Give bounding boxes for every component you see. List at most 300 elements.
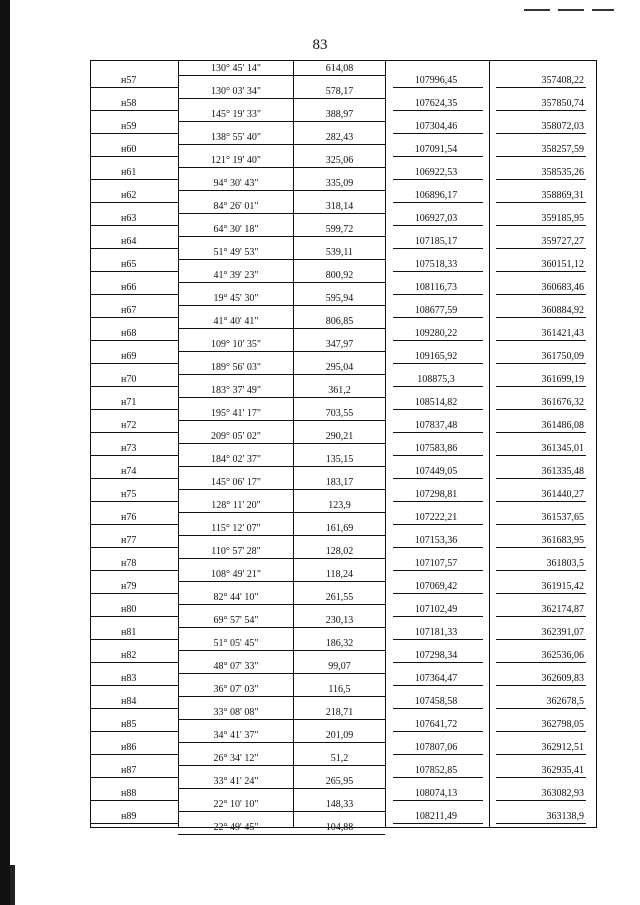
direction-angle: 108° 49' 21" (211, 569, 261, 580)
row-rule (91, 179, 178, 180)
row-rule (393, 478, 483, 479)
coord-y: 358869,31 (541, 189, 584, 201)
row-rule (393, 432, 483, 433)
row-rule (91, 363, 178, 364)
row-rule (178, 144, 385, 145)
row-rule (91, 478, 178, 479)
point-id: н68 (121, 327, 137, 339)
direction-angle: 130° 45' 14" (211, 63, 261, 74)
direction-angle: 33° 41' 24" (213, 776, 259, 787)
coord-x: 107107,57 (414, 557, 458, 569)
direction-angle: 130° 03' 34" (211, 86, 261, 97)
direction-angle: 121° 19' 40" (211, 155, 261, 166)
segment-length: 218,71 (325, 707, 354, 718)
direction-angle: 34° 41' 37" (213, 730, 259, 741)
segment-length: 135,15 (325, 454, 354, 465)
row-rule (91, 225, 178, 226)
coord-y: 361440,27 (541, 488, 584, 500)
row-rule (178, 765, 385, 766)
row-rule (178, 75, 385, 76)
point-id: н77 (121, 534, 137, 546)
point-id: н80 (121, 603, 137, 615)
row-rule (178, 834, 385, 835)
segment-length: 116,5 (328, 684, 351, 695)
segment-length: 118,24 (325, 569, 354, 580)
page-number: 83 (312, 37, 328, 53)
row-rule (178, 236, 385, 237)
segment-length: 806,85 (325, 316, 354, 327)
coord-x: 106896,17 (414, 189, 458, 201)
point-id: н59 (121, 120, 137, 132)
coord-y: 362678,5 (546, 695, 584, 707)
row-rule (91, 639, 178, 640)
row-rule (178, 328, 385, 329)
row-rule (178, 788, 385, 789)
coord-y: 362609,83 (541, 672, 584, 684)
point-id: н71 (121, 396, 137, 408)
row-rule (496, 363, 586, 364)
coord-x: 109280,22 (414, 327, 458, 339)
row-rule (178, 811, 385, 812)
row-rule (393, 317, 483, 318)
coord-y: 362798,05 (541, 718, 584, 730)
coord-y: 361335,48 (541, 465, 584, 477)
row-rule (496, 823, 586, 824)
segment-length: 295,04 (325, 362, 354, 373)
row-rule (178, 397, 385, 398)
coord-x: 108875,3 (417, 373, 455, 385)
row-rule (178, 558, 385, 559)
coord-y: 361683,95 (541, 534, 584, 546)
direction-angle: 69° 57' 54" (213, 615, 259, 626)
row-rule (496, 478, 586, 479)
coord-x: 107298,81 (414, 488, 458, 500)
coord-x: 108677,59 (414, 304, 458, 316)
direction-angle: 26° 34' 12" (213, 753, 259, 764)
coord-y: 357850,74 (541, 97, 584, 109)
row-rule (393, 777, 483, 778)
direction-angle: 145° 06' 17" (211, 477, 261, 488)
coord-x: 107624,35 (414, 97, 458, 109)
point-id: н64 (121, 235, 137, 247)
row-rule (91, 202, 178, 203)
segment-length: 282,43 (325, 132, 354, 143)
coord-y: 362912,51 (541, 741, 584, 753)
coord-x: 108116,73 (414, 281, 458, 293)
segment-length: 161,69 (325, 523, 354, 534)
segment-length: 148,33 (325, 799, 354, 810)
segment-length: 261,55 (325, 592, 354, 603)
direction-angle: 109° 10' 35" (211, 339, 261, 350)
column-divider-4 (489, 61, 490, 827)
segment-length: 361,2 (328, 385, 351, 396)
row-rule (178, 650, 385, 651)
coord-y: 362935,41 (541, 764, 584, 776)
row-rule (91, 823, 178, 824)
coord-y: 358535,26 (541, 166, 584, 178)
point-id: н60 (121, 143, 137, 155)
row-rule (91, 340, 178, 341)
row-rule (496, 708, 586, 709)
row-rule (393, 110, 483, 111)
row-rule (91, 432, 178, 433)
direction-angle: 84° 26' 01" (213, 201, 259, 212)
segment-length: 230,13 (325, 615, 354, 626)
row-rule (496, 616, 586, 617)
segment-length: 800,92 (325, 270, 354, 281)
coord-y: 361676,32 (541, 396, 584, 408)
coord-x: 106922,53 (414, 166, 458, 178)
top-right-dash-marks (524, 9, 614, 11)
point-id: н62 (121, 189, 137, 201)
row-rule (496, 317, 586, 318)
row-rule (178, 351, 385, 352)
row-rule (178, 466, 385, 467)
point-id: н66 (121, 281, 137, 293)
segment-length: 99,07 (328, 661, 351, 672)
direction-angle: 64° 30' 18" (213, 224, 259, 235)
coord-x: 107304,46 (414, 120, 458, 132)
point-id: н88 (121, 787, 137, 799)
point-id: н84 (121, 695, 137, 707)
coord-y: 363082,93 (541, 787, 584, 799)
coord-x: 107583,86 (414, 442, 458, 454)
coord-y: 361699,19 (541, 373, 584, 385)
row-rule (178, 512, 385, 513)
row-rule (496, 593, 586, 594)
coord-x: 108074,13 (414, 787, 458, 799)
direction-angle: 41° 40' 41" (213, 316, 259, 327)
row-rule (496, 409, 586, 410)
point-id: н81 (121, 626, 137, 638)
direction-angle: 195° 41' 17" (211, 408, 261, 419)
row-rule (178, 121, 385, 122)
direction-angle: 184° 02' 37" (211, 454, 261, 465)
point-id: н79 (121, 580, 137, 592)
point-id: н61 (121, 166, 137, 178)
row-rule (393, 340, 483, 341)
row-rule (496, 432, 586, 433)
coord-y: 357408,22 (541, 74, 584, 86)
point-id: н69 (121, 350, 137, 362)
row-rule (496, 294, 586, 295)
row-rule (178, 627, 385, 628)
row-rule (91, 317, 178, 318)
coord-x: 107807,06 (414, 741, 458, 753)
coord-y: 359185,95 (541, 212, 584, 224)
row-rule (91, 708, 178, 709)
coord-y: 362536,06 (541, 649, 584, 661)
row-rule (393, 731, 483, 732)
coord-x: 106927,03 (414, 212, 458, 224)
direction-angle: 82° 44' 10" (213, 592, 259, 603)
coord-y: 363138,9 (546, 810, 584, 822)
coord-y: 359727,27 (541, 235, 584, 247)
coord-x: 107996,45 (414, 74, 458, 86)
direction-angle: 19° 45' 30" (213, 293, 259, 304)
row-rule (393, 639, 483, 640)
point-id: н72 (121, 419, 137, 431)
row-rule (91, 271, 178, 272)
coord-y: 362391,07 (541, 626, 584, 638)
row-rule (91, 455, 178, 456)
row-rule (496, 455, 586, 456)
row-rule (178, 696, 385, 697)
coord-y: 358072,03 (541, 120, 584, 132)
segment-length: 595,94 (325, 293, 354, 304)
point-id: н67 (121, 304, 137, 316)
point-id: н82 (121, 649, 137, 661)
column-divider-3 (385, 61, 386, 827)
row-rule (496, 110, 586, 111)
row-rule (393, 662, 483, 663)
direction-angle: 209° 05' 02" (211, 431, 261, 442)
coord-y: 361486,08 (541, 419, 584, 431)
point-id: н70 (121, 373, 137, 385)
segment-length: 318,14 (325, 201, 354, 212)
row-rule (393, 524, 483, 525)
row-rule (393, 570, 483, 571)
row-rule (91, 570, 178, 571)
row-rule (496, 524, 586, 525)
row-rule (178, 604, 385, 605)
direction-angle: 138° 55' 40" (211, 132, 261, 143)
row-rule (496, 133, 586, 134)
coord-y: 358257,59 (541, 143, 584, 155)
segment-length: 290,21 (325, 431, 354, 442)
direction-angle: 22° 49' 45" (213, 822, 259, 833)
row-rule (91, 156, 178, 157)
row-rule (91, 547, 178, 548)
row-rule (393, 823, 483, 824)
coord-y: 361750,09 (541, 350, 584, 362)
row-rule (496, 340, 586, 341)
row-rule (91, 800, 178, 801)
left-binding-foot (10, 865, 15, 905)
point-id: н76 (121, 511, 137, 523)
coord-y: 360683,46 (541, 281, 584, 293)
row-rule (393, 501, 483, 502)
segment-length: 578,17 (325, 86, 354, 97)
row-rule (393, 294, 483, 295)
row-rule (91, 386, 178, 387)
row-rule (91, 593, 178, 594)
segment-length: 703,55 (325, 408, 354, 419)
coord-y: 360151,12 (541, 258, 584, 270)
segment-length: 201,09 (325, 730, 354, 741)
row-rule (496, 386, 586, 387)
coord-y: 361345,01 (541, 442, 584, 454)
coord-y: 361915,42 (541, 580, 584, 592)
direction-angle: 183° 37' 49" (211, 385, 261, 396)
coord-x: 107102,49 (414, 603, 458, 615)
left-binding-edge (0, 0, 10, 905)
coordinates-table (90, 60, 597, 833)
row-rule (496, 639, 586, 640)
coord-y: 361803,5 (546, 557, 584, 569)
row-rule (496, 202, 586, 203)
point-id: н85 (121, 718, 137, 730)
point-id: н83 (121, 672, 137, 684)
row-rule (91, 110, 178, 111)
row-rule (393, 202, 483, 203)
row-rule (91, 248, 178, 249)
row-rule (178, 190, 385, 191)
segment-length: 599,72 (325, 224, 354, 235)
segment-length: 51,2 (330, 753, 349, 764)
coord-x: 107185,17 (414, 235, 458, 247)
row-rule (496, 501, 586, 502)
row-rule (393, 409, 483, 410)
segment-length: 388,97 (325, 109, 354, 120)
row-rule (496, 731, 586, 732)
coord-x: 107518,33 (414, 258, 458, 270)
row-rule (393, 87, 483, 88)
point-id: н73 (121, 442, 137, 454)
point-id: н74 (121, 465, 137, 477)
coord-x: 107222,21 (414, 511, 458, 523)
segment-length: 335,09 (325, 178, 354, 189)
direction-angle: 94° 30' 43" (213, 178, 259, 189)
coord-x: 107069,42 (414, 580, 458, 592)
point-id: н87 (121, 764, 137, 776)
row-rule (496, 248, 586, 249)
row-rule (496, 777, 586, 778)
row-rule (178, 581, 385, 582)
row-rule (393, 455, 483, 456)
direction-angle: 33° 08' 08" (213, 707, 259, 718)
coord-x: 107364,47 (414, 672, 458, 684)
coord-x: 107837,48 (414, 419, 458, 431)
row-rule (393, 248, 483, 249)
segment-length: 123,9 (328, 500, 351, 511)
point-id: н57 (121, 74, 137, 86)
row-rule (178, 259, 385, 260)
row-rule (496, 662, 586, 663)
row-rule (393, 593, 483, 594)
row-rule (178, 673, 385, 674)
direction-angle: 48° 07' 33" (213, 661, 259, 672)
direction-angle: 145° 19' 33" (211, 109, 261, 120)
row-rule (178, 305, 385, 306)
segment-length: 186,32 (325, 638, 354, 649)
row-rule (393, 133, 483, 134)
coord-y: 361421,43 (541, 327, 584, 339)
row-rule (393, 708, 483, 709)
row-rule (91, 685, 178, 686)
row-rule (496, 685, 586, 686)
row-rule (496, 225, 586, 226)
coord-x: 108211,49 (414, 810, 458, 822)
coord-x: 107091,54 (414, 143, 458, 155)
point-id: н89 (121, 810, 137, 822)
row-rule (91, 616, 178, 617)
coord-x: 107298,34 (414, 649, 458, 661)
coord-x: 107153,36 (414, 534, 458, 546)
row-rule (393, 271, 483, 272)
row-rule (91, 731, 178, 732)
direction-angle: 36° 07' 03" (213, 684, 259, 695)
coord-x: 107852,85 (414, 764, 458, 776)
row-rule (178, 374, 385, 375)
row-rule (178, 282, 385, 283)
segment-length: 183,17 (325, 477, 354, 488)
row-rule (91, 777, 178, 778)
row-rule (178, 489, 385, 490)
coord-x: 108514,82 (414, 396, 458, 408)
row-rule (91, 294, 178, 295)
row-rule (393, 386, 483, 387)
row-rule (393, 800, 483, 801)
coord-x: 107458,58 (414, 695, 458, 707)
row-rule (496, 547, 586, 548)
row-rule (393, 547, 483, 548)
direction-angle: 128° 11' 20" (211, 500, 261, 511)
point-id: н63 (121, 212, 137, 224)
row-rule (496, 800, 586, 801)
direction-angle: 51° 49' 53" (213, 247, 259, 258)
row-rule (496, 87, 586, 88)
point-id: н65 (121, 258, 137, 270)
segment-length: 347,97 (325, 339, 354, 350)
row-rule (393, 363, 483, 364)
row-rule (91, 133, 178, 134)
row-rule (178, 535, 385, 536)
row-rule (178, 98, 385, 99)
row-rule (178, 213, 385, 214)
coord-x: 107181,33 (414, 626, 458, 638)
row-rule (91, 501, 178, 502)
coord-y: 360884,92 (541, 304, 584, 316)
direction-angle: 115° 12' 07" (211, 523, 261, 534)
row-rule (393, 754, 483, 755)
direction-angle: 22° 10' 10" (213, 799, 259, 810)
row-rule (393, 225, 483, 226)
row-rule (496, 156, 586, 157)
coord-y: 362174,87 (541, 603, 584, 615)
row-rule (91, 754, 178, 755)
direction-angle: 51° 05' 45" (213, 638, 259, 649)
coord-x: 107641,72 (414, 718, 458, 730)
direction-angle: 189° 56' 03" (211, 362, 261, 373)
coord-x: 109165,92 (414, 350, 458, 362)
point-id: н75 (121, 488, 137, 500)
row-rule (496, 271, 586, 272)
row-rule (178, 443, 385, 444)
row-rule (496, 179, 586, 180)
segment-length: 539,11 (325, 247, 354, 258)
coord-x: 107449,05 (414, 465, 458, 477)
segment-length: 265,95 (325, 776, 354, 787)
row-rule (393, 156, 483, 157)
point-id: н58 (121, 97, 137, 109)
row-rule (91, 409, 178, 410)
row-rule (91, 662, 178, 663)
segment-length: 128,02 (325, 546, 354, 557)
row-rule (178, 742, 385, 743)
row-rule (496, 570, 586, 571)
point-id: н78 (121, 557, 137, 569)
row-rule (178, 719, 385, 720)
point-id: н86 (121, 741, 137, 753)
direction-angle: 110° 57' 28" (211, 546, 261, 557)
segment-length: 325,06 (325, 155, 354, 166)
coord-y: 361537,65 (541, 511, 584, 523)
row-rule (178, 167, 385, 168)
row-rule (496, 754, 586, 755)
row-rule (91, 87, 178, 88)
segment-length: 104,88 (325, 822, 354, 833)
